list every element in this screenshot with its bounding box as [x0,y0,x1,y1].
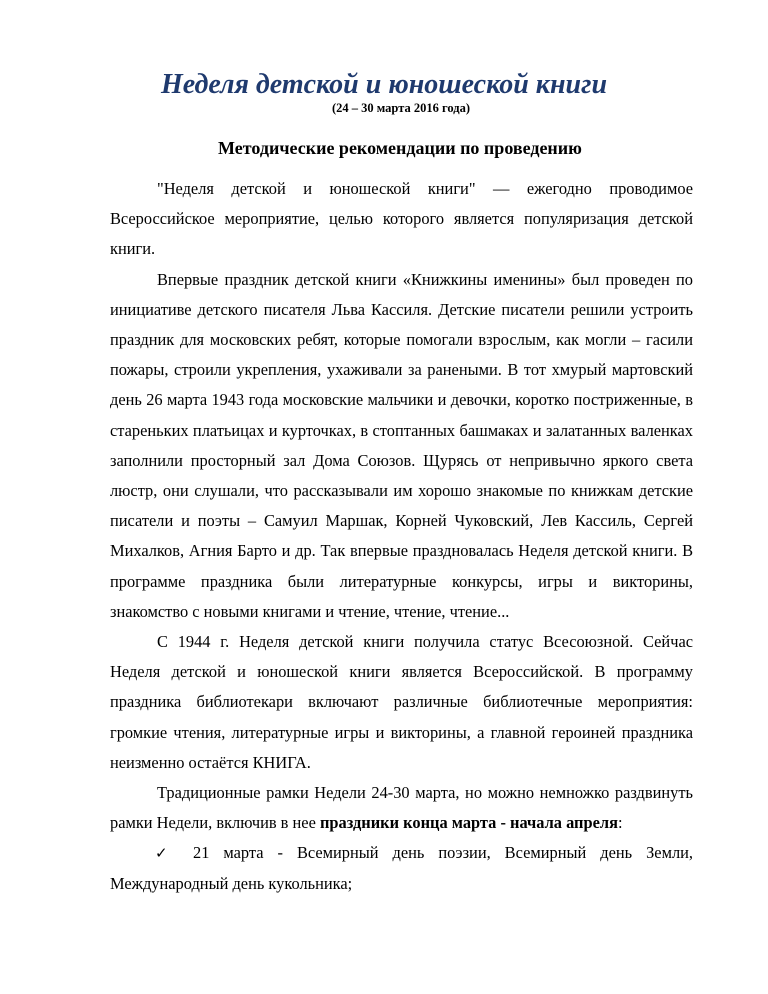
paragraph-status: С 1944 г. Неделя детской книги получила статус Всесоюзной. Сейчас Неделя детской и юношеской книги является Всероссийской. В программу праздника библиотекари включают различные библиотечные мероприятия: громкие чтения, литературные игры и викторины, а главной героиней праздника неизменно остаётся КНИГА. [110,632,693,772]
paragraph-intro: "Неделя детской и юношеской книги" — ежегодно проводимое Всероссийское мероприятие, целью которого является популяризация детской книги. [110,179,693,259]
list-item-first-line [110,838,693,868]
document-subtitle: Методические рекомендации по проведению [218,138,582,158]
paragraph-frames [110,778,693,838]
list-item-continuation: Международный день кукольника; [110,873,353,893]
frames-colon: : [617,813,623,833]
paragraph-history: Впервые праздник детской книги «Книжкины именины» был проведен по инициативе детского писателя Льва Кассиля. Детские писатели решили устроить праздник для московских ребят, которые помогали взрослым, как могли – гасили пожары, строили укрепления, ухаживали за ранеными. В тот хмурый мартовский день 26 марта 1943 года московские мальчики и девочки, коротко постриженные, в стареньких платьицах и курточках, в стоптанных башмаках и залатанных валенках заполнили просторный зал Дома Союзов. Щурясь от непривычно яркого света люстр, они слушали, что рассказывали им хорошо знакомые по книжкам детские писатели и поэты – Самуил Маршак, Корней Чуковский, Лев Кассиль, Сергей Михалков, Агния Барто и др. Так впервые праздновалась Неделя детской книги. В программе праздника были литературные конкурсы, игры и викторины, знакомство с новыми книгами и чтение, чтение, чтение... [110,269,693,621]
frames-bold-text: праздники конца марта - начала апреля [319,813,618,833]
list-item [110,838,693,898]
list-item-text: 21 марта - Всемирный день поэзии, Всемирный день Земли, [193,843,693,863]
frames-text: Традиционные рамки Недели 24-30 марта, но можно немножко раздвинуть рамки Недели, включив в нее [110,783,693,833]
document-title: Неделя детской и юношеской книги [160,69,608,100]
checkmark-icon: ✓ [155,844,168,863]
document-body [110,174,693,899]
event-dates: (24 – 30 марта 2016 года) [331,101,471,115]
